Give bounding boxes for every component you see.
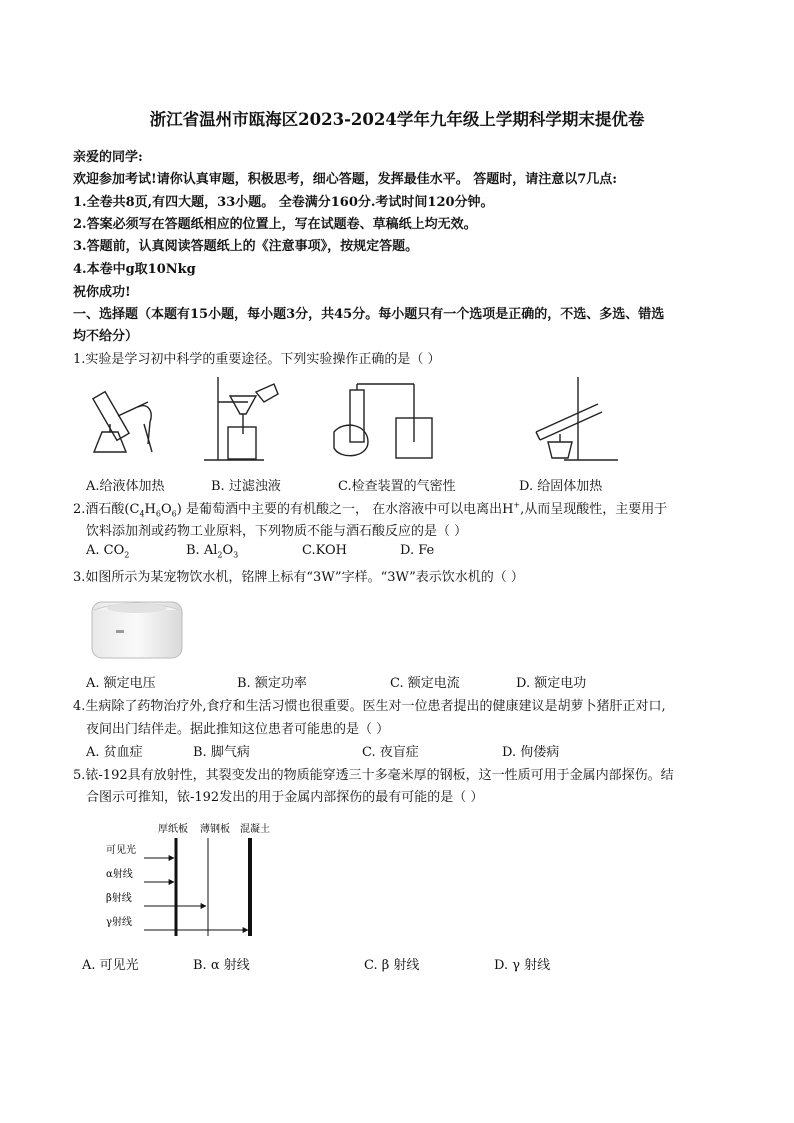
apparatus-d-heating-solid [536,377,618,460]
tartaric-acid-formula: $C_4H_6O_6$ [129,502,177,519]
section1-heading: 一、选择题（本题有15小题，每小题3分，共45分。每小题只有一个选项是正确的，不选、多选、错选 [73,307,665,322]
q2-stem-cont: 饮料添加剂或药物工业原料，下列物质不能与酒石酸反应的是（ ） [86,524,468,539]
q5-option-a: A. 可见光 [82,958,139,973]
row-label-beta: β射线 [106,893,132,904]
q1-stem: 1.实验是学习初中科学的重要途径。下列实验操作正确的是（ ） [73,352,441,367]
q2-option-b: B. $Al_2O_3$ [186,543,239,560]
q1-option-a: A.给液体加热 [86,479,165,494]
q5-option-d: D. γ 射线 [494,958,551,973]
q4-option-c: C. 夜盲症 [362,745,419,760]
column-label-concrete: 混凝土 [240,824,270,835]
note-3: 3.答题前，认真阅读答题纸上的《注意事项》，按规定答题。 [73,239,419,254]
q1-option-d: D. 给固体加热 [519,479,603,494]
q3-option-c: C. 额定电流 [390,676,460,691]
pet-water-dispenser-image [86,594,188,664]
page-title: 浙江省温州市瓯海区2023-2024学年九年级上学期科学期末提优卷 [149,110,645,129]
q1-option-b: B. 过滤浊液 [211,479,281,494]
note-1: 1.全卷共8页,有四大题，33小题。 全卷满分160分.考试时间120分钟。 [73,195,494,210]
q2-option-d: D. Fe [400,543,435,558]
q3-option-b: B. 额定功率 [237,676,307,691]
q1-option-c: C.检查装置的气密性 [338,479,456,494]
greeting: 亲爱的同学: [73,150,143,165]
q4-option-a: A. 贫血症 [86,745,143,760]
welcome-text: 欢迎参加考试!请你认真审题，积极思考，细心答题，发挥最佳水平。 答题时，请注意以7几点: [73,172,618,187]
q4-option-b: B. 脚气病 [193,745,250,760]
row-label-alpha: α射线 [106,869,133,880]
q5-stem-cont: 合图示可推知，铱-192发出的用于金属内部探伤的最有可能的是（ ） [86,790,484,805]
q4-stem-cont: 夜间出门结伴走。据此推知这位患者可能患的是（ ） [86,722,390,737]
column-label-thick-cardboard: 厚纸板 [158,824,188,835]
q2-option-c: C.KOH [302,543,347,558]
q2-option-a: A. $CO_2$ [86,543,130,560]
row-label-gamma: γ射线 [106,917,132,928]
column-label-thin-steel: 薄钢板 [200,824,230,835]
q5-option-b: B. α 射线 [193,958,250,973]
q2-stem: 2.酒石酸$(C_4H_6O_6)$ 是葡萄酒中主要的有机酸之一， 在水溶液中可以电离出H+,从而呈现酸性，主要用于 [73,500,668,519]
section1-heading-cont: 均不给分） [73,329,139,344]
q3-option-a: A. 额定电压 [86,676,156,691]
q1-apparatus-figure [78,372,728,472]
row-label-visible-light: 可见光 [106,845,136,856]
radiation-penetration-diagram [104,820,284,940]
q3-option-d: D. 额定电功 [516,676,587,691]
q4-stem: 4.生病除了药物治疗外,食疗和生活习惯也很重要。医生对一位患者提出的健康建议是胡萝卜猪肝正对口, [73,699,666,714]
q3-stem: 3.如图所示为某宠物饮水机，铭牌上标有“3W”字样。“3W”表示饮水机的（ ） [73,570,524,585]
q4-option-d: D. 佝偻病 [502,745,560,760]
apparatus-c-airtight [334,384,432,458]
apparatus-a-heating-liquid [93,392,152,452]
note-4: 4.本卷中g取10Nkg [73,262,196,277]
apparatus-b-filter [204,377,278,460]
q5-stem: 5.铱-192具有放射性，其裂变发出的物质能穿透三十多毫米厚的钢板，这一性质可用于金属内部探伤。结 [73,768,674,783]
wish-text: 祝你成功! [73,285,131,300]
q5-option-c: C. β 射线 [364,958,420,973]
note-2: 2.答案必须写在答题纸相应的位置上，写在试题卷、草稿纸上均无效。 [73,217,477,232]
